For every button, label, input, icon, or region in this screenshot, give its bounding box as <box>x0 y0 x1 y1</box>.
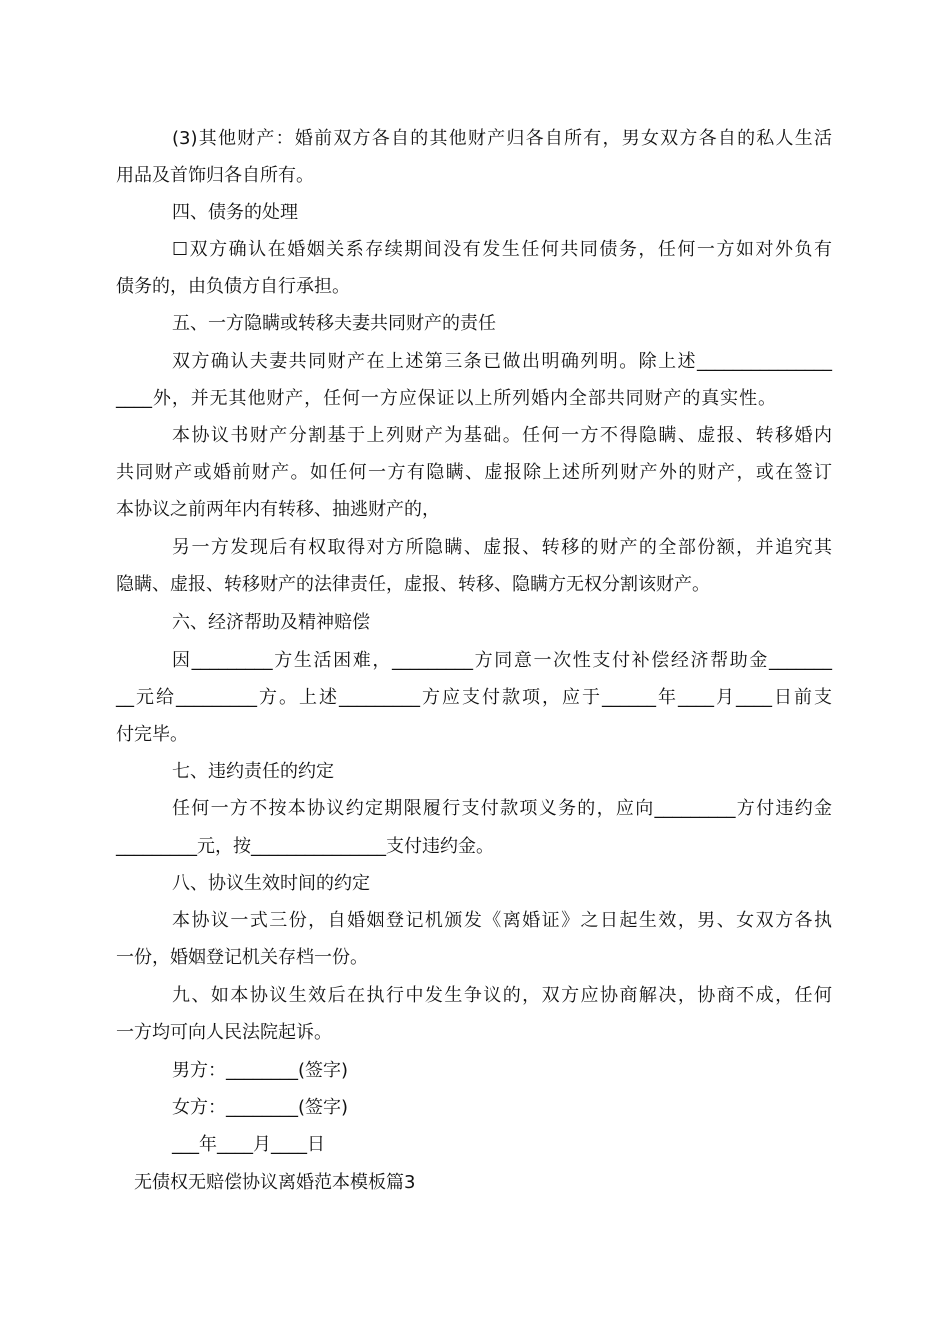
text-line: 一份，婚姻登记机关存档一份。 <box>116 947 368 968</box>
date-line: ___年____月____日 <box>172 1134 325 1155</box>
text-line: (3)其他财产：婚前双方各自的其他财产归各自所有，男女双方各自的私人生活 <box>172 128 832 149</box>
section-heading: 四、债务的处理 <box>172 202 298 223</box>
text-line: 债务的，由负债方自行承担。 <box>116 276 350 297</box>
text-line: 另一方发现后有权取得对方所隐瞒、虚报、转移的财产的全部份额，并追究其 <box>172 537 832 558</box>
text-line: __元给_________方。上述_________方应支付款项，应于______年____月____日前支 <box>116 687 832 708</box>
text-line: ____外，并无其他财产，任何一方应保证以上所列婚内全部共同财产的真实性。 <box>116 388 776 409</box>
next-section-title: 无债权无赔偿协议离婚范本模板篇3 <box>134 1172 416 1193</box>
text-line: 九、如本协议生效后在执行中发生争议的，双方应协商解决，协商不成，任何 <box>172 985 832 1006</box>
text-line: 双方确认夫妻共同财产在上述第三条已做出明确列明。除上述_______________ <box>172 351 832 372</box>
section-heading: 八、协议生效时间的约定 <box>172 873 370 894</box>
text-line: 因_________方生活困难，_________方同意一次性支付补偿经济帮助金_______ <box>172 650 832 671</box>
female-signature-line: 女方：________(签字) <box>172 1097 349 1118</box>
text-line: ☐双方确认在婚姻关系存续期间没有发生任何共同债务，任何一方如对外负有 <box>172 239 832 260</box>
text-line: 隐瞒、虚报、转移财产的法律责任，虚报、转移、隐瞒方无权分割该财产。 <box>116 574 710 595</box>
text-line: 本协议书财产分割基于上列财产为基础。任何一方不得隐瞒、虚报、转移婚内 <box>172 425 832 446</box>
section-heading: 七、违约责任的约定 <box>172 761 334 782</box>
text-line: 用品及首饰归各自所有。 <box>116 165 314 186</box>
text-line: 本协议一式三份，自婚姻登记机颁发《离婚证》之日起生效，男、女双方各执 <box>172 910 832 931</box>
male-signature-line: 男方：________(签字) <box>172 1060 349 1081</box>
text-line: 共同财产或婚前财产。如任何一方有隐瞒、虚报除上述所列财产外的财产，或在签订 <box>116 462 832 483</box>
text-line: 付完毕。 <box>116 724 188 745</box>
section-heading: 五、一方隐瞒或转移夫妻共同财产的责任 <box>172 313 496 334</box>
section-heading: 六、经济帮助及精神赔偿 <box>172 612 370 633</box>
text-line: 任何一方不按本协议约定期限履行支付款项义务的，应向_________方付违约金 <box>172 798 832 819</box>
text-line: _________元，按_______________支付违约金。 <box>116 836 494 857</box>
text-line: 一方均可向人民法院起诉。 <box>116 1022 332 1043</box>
text-line: 本协议之前两年内有转移、抽逃财产的， <box>116 499 440 520</box>
